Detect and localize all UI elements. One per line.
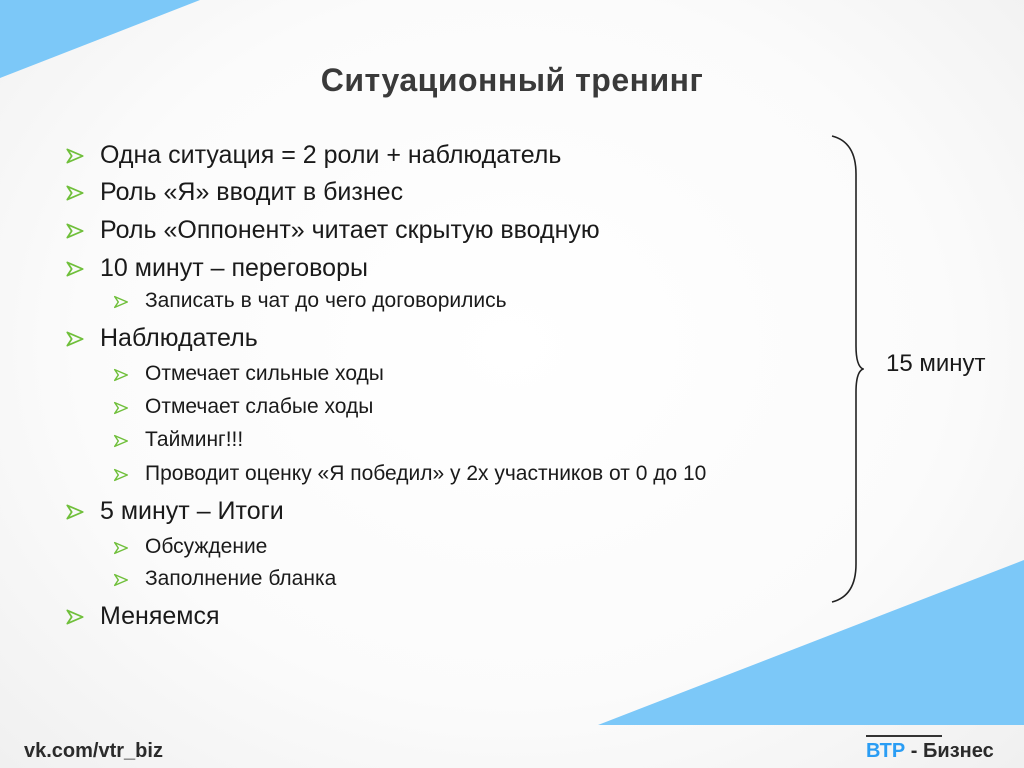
bullet-text: Заполнение бланка	[145, 567, 337, 590]
arrow-bullet-icon	[112, 466, 130, 490]
duration-label: 15 минут	[886, 350, 986, 377]
arrow-bullet-icon	[64, 145, 86, 174]
slide-title: Ситуационный тренинг	[320, 62, 704, 98]
arrow-bullet-icon	[112, 432, 130, 456]
arrow-bullet-icon	[64, 328, 86, 357]
arrow-bullet-icon	[64, 220, 86, 249]
bullet-text: Тайминг!!!	[145, 428, 244, 451]
bullet-text: Наблюдатель	[100, 324, 258, 352]
footer-vk-link[interactable]: vk.com/vtr_biz	[24, 740, 163, 762]
bullet-text: Обсуждение	[145, 535, 268, 558]
arrow-bullet-icon	[112, 571, 130, 595]
arrow-bullet-icon	[64, 501, 86, 530]
bullet-text: 10 минут – переговоры	[100, 254, 368, 282]
bullet-text: Проводит оценку «Я победил» у 2х участников от 0 до 10	[145, 462, 707, 485]
bullet-text: Роль «Оппонент» читает скрытую вводную	[100, 216, 600, 244]
bullet-text: Роль «Я» вводит в бизнес	[100, 178, 404, 206]
arrow-bullet-icon	[112, 366, 130, 390]
arrow-bullet-icon	[112, 399, 130, 423]
arrow-bullet-icon	[64, 606, 86, 635]
right-brace	[830, 134, 864, 604]
bullet-text: Меняемся	[100, 602, 220, 630]
arrow-bullet-icon	[64, 182, 86, 211]
arrow-bullet-icon	[112, 539, 130, 563]
bullet-text: Отмечает сильные ходы	[145, 362, 384, 385]
brand-name: ВТР	[866, 740, 906, 762]
footer-divider	[866, 735, 942, 737]
arrow-bullet-icon	[112, 293, 130, 317]
bullet-text: Записать в чат до чего договорились	[145, 289, 507, 312]
bullet-text: Отмечает слабые ходы	[145, 395, 374, 418]
brand-suffix: - Бизнес	[905, 740, 994, 762]
bullet-text: Одна ситуация = 2 роли + наблюдатель	[100, 141, 562, 169]
arrow-bullet-icon	[64, 258, 86, 287]
footer-brand	[866, 740, 994, 763]
bullet-text: 5 минут – Итоги	[100, 497, 284, 525]
bottom-right-stripe-large	[598, 560, 1024, 725]
